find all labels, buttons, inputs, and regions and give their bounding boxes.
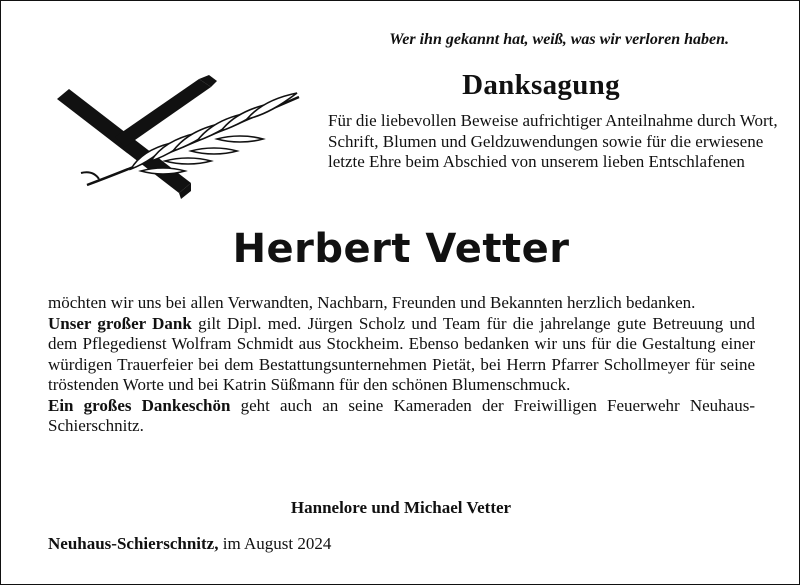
signers: Hannelore und Michael Vetter	[290, 498, 512, 517]
paragraph-lead: Unser großer Dank	[48, 313, 192, 333]
place: Neuhaus-Schierschnitz,	[48, 534, 219, 553]
body-text	[48, 293, 755, 437]
paragraph-rest: geht auch an seine Kameraden der Freiwilligen Feuerwehr Neuhaus-Schierschnitz.	[48, 395, 755, 435]
place-date	[48, 534, 331, 554]
deceased-name: Herbert Vetter	[232, 226, 570, 272]
date: im August 2024	[218, 534, 332, 553]
heading-danksagung: Danksagung	[462, 69, 620, 101]
motto: Wer ihn gekannt hat, weiß, was wir verloren haben.	[389, 31, 729, 48]
paragraph-big-thanks	[48, 314, 755, 396]
paragraph-rest: gilt Dipl. med. Jürgen Scholz und Team für die jahrelange gute Betreuung und dem Pflegedienst Wolfram Schmidt aus Stockheim. Ebenso bedanken wir uns für die Gestaltung einer würdigen Trauerfeier bei dem Bestattungsunternehmen Pietät, bei Herrn Pfarrer Schollmeyer für seine tröstenden Worte und bei Katrin Süßmann für den schönen Blumenschmuck.	[48, 313, 755, 394]
paragraph-fire-brigade	[48, 396, 755, 437]
paragraph-thanks-all: möchten wir uns bei allen Verwandten, Nachbarn, Freunden und Bekannten herzlich bedanken.	[48, 293, 696, 312]
intro-text: Für die liebevollen Beweise aufrichtiger Anteilnahme durch Wort, Schrift, Blumen und Geldzuwendungen sowie für die erwiesene letzte Ehre beim Abschied von unserem lieben Entschlafenen	[328, 111, 778, 171]
cross-with-palm-branch-icon	[51, 75, 311, 199]
paragraph-lead: Ein großes Dankeschön	[48, 395, 231, 415]
